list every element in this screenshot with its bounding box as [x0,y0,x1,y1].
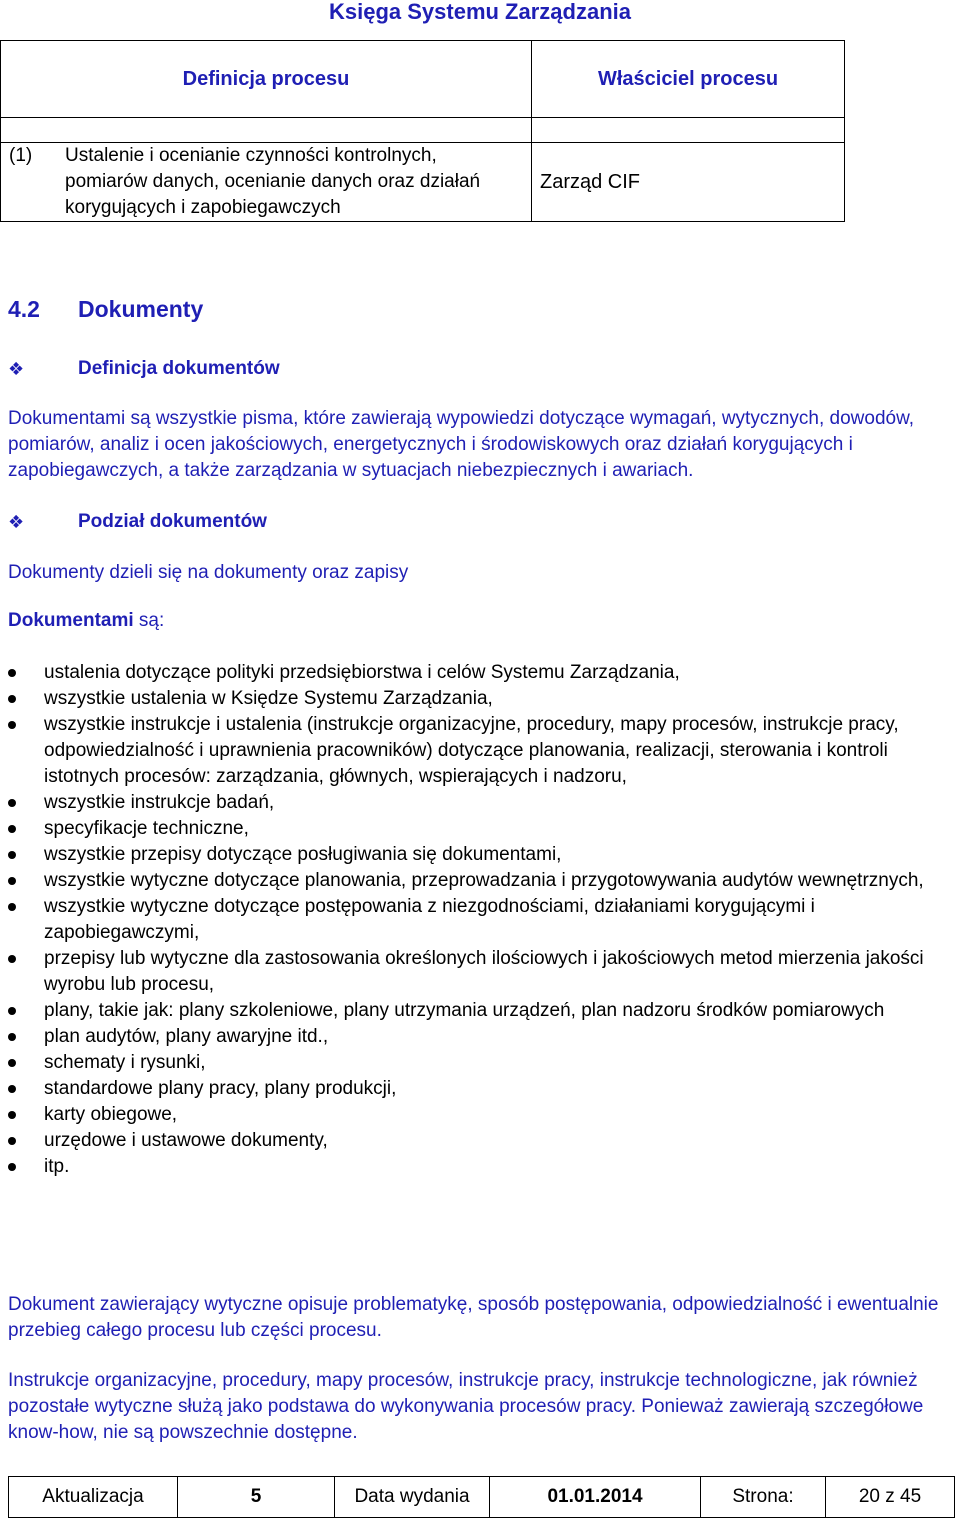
subheading-definition [8,358,280,380]
division-intro: Dokumenty dzieli się na dokumenty oraz zapisy [8,562,409,583]
list-item: przepisy lub wytyczne dla zastosowania określonych ilościowych i jakościowych metod mierzenia jakości wyrobu lub procesu, [0,946,950,998]
diamond-bullet-icon: ❖ [8,358,25,379]
list-item: standardowe plany pracy, plany produkcji, [0,1076,950,1102]
footer-page-value: 20 z 45 [826,1477,955,1518]
list-item: wszystkie wytyczne dotyczące postępowania z niezgodnościami, działaniami korygującymi i zapobiegawczymi, [0,894,950,946]
process-table [0,40,845,222]
list-lead-bold: Dokumentami [8,610,134,631]
list-item: wszystkie instrukcje i ustalenia (instrukcje organizacyjne, procedury, mapy procesów, instrukcje pracy, odpowiedzialność i uprawnienia pracowników) dotyczące planowania, realizacji, sterowania i kontroli istotnych procesów: zarządzania, głównych, wspierających i nadzoru, [0,712,950,790]
footer-issue-label: Data wydania [335,1477,490,1518]
list-item: wszystkie wytyczne dotyczące planowania, przeprowadzania i przygotowywania audytów wewnętrznych, [0,868,950,894]
col-owner-header: Właściciel procesu [532,41,845,118]
footer-table [8,1476,955,1518]
list-item: urzędowe i ustawowe dokumenty, [0,1128,950,1154]
list-item: schematy i rysunki, [0,1050,950,1076]
diamond-bullet-icon: ❖ [8,511,25,532]
subheading-division-title: Podział dokumentów [78,511,267,532]
process-number: (1) [9,145,33,166]
paragraph-instructions: Instrukcje organizacyjne, procedury, mapy procesów, instrukcje pracy, instrukcje technologiczne, jak również pozostałe wytyczne służą jako podstawa do wykonywania procesów pracy. Ponieważ zawierają szczegółowe know-how, nie są powszechnie dostępne. [8,1370,924,1443]
process-text: Ustalenie i ocenianie czynności kontrolnych, pomiarów danych, ocenianie danych oraz działań korygujących i zapobiegawczych [65,145,481,218]
list-item: wszystkie instrukcje badań, [0,790,950,816]
section-number: 4.2 [8,296,40,322]
list-item: ustalenia dotyczące polityki przedsiębiorstwa i celów Systemu Zarządzania, [0,660,950,686]
list-item: wszystkie przepisy dotyczące posługiwania się dokumentami, [0,842,950,868]
paragraph-guidelines: Dokument zawierający wytyczne opisuje problematykę, sposób postępowania, odpowiedzialność i ewentualnie przebieg całego procesu lub części procesu. [8,1294,939,1341]
list-lead [8,608,953,634]
col-definition-header: Definicja procesu [1,41,532,118]
page-title: Księga Systemu Zarządzania [328,0,631,24]
list-item: plan audytów, plany awaryjne itd., [0,1024,950,1050]
footer-issue-value: 01.01.2014 [490,1477,701,1518]
subheading-division [8,511,267,533]
definition-paragraph: Dokumentami są wszystkie pisma, które zawierają wypowiedzi dotyczące wymagań, wytycznych, dowodów, pomiarów, analiz i ocen jakościowych, energetycznych i środowiskowych oraz działań korygujących i zapobiegawczych, a także zarządzania w sytuacjach niebezpiecznych i awariach. [8,408,915,481]
footer-update-value: 5 [178,1477,335,1518]
footer-update-label: Aktualizacja [9,1477,178,1518]
footer-page-label: Strona: [701,1477,826,1518]
list-lead-rest: są: [133,610,165,631]
process-owner: Zarząd CIF [532,143,845,222]
list-item: plany, takie jak: plany szkoleniowe, plany utrzymania urządzeń, plan nadzoru środków pomiarowych [0,998,950,1024]
subheading-definition-title: Definicja dokumentów [78,358,280,379]
section-heading [8,296,203,323]
section-title: Dokumenty [78,296,204,322]
list-item: specyfikacje techniczne, [0,816,950,842]
list-item: karty obiegowe, [0,1102,950,1128]
list-item: itp. [0,1154,950,1180]
documents-list [0,660,950,1180]
process-definition-cell [1,143,532,222]
list-item: wszystkie ustalenia w Księdze Systemu Zarządzania, [0,686,950,712]
